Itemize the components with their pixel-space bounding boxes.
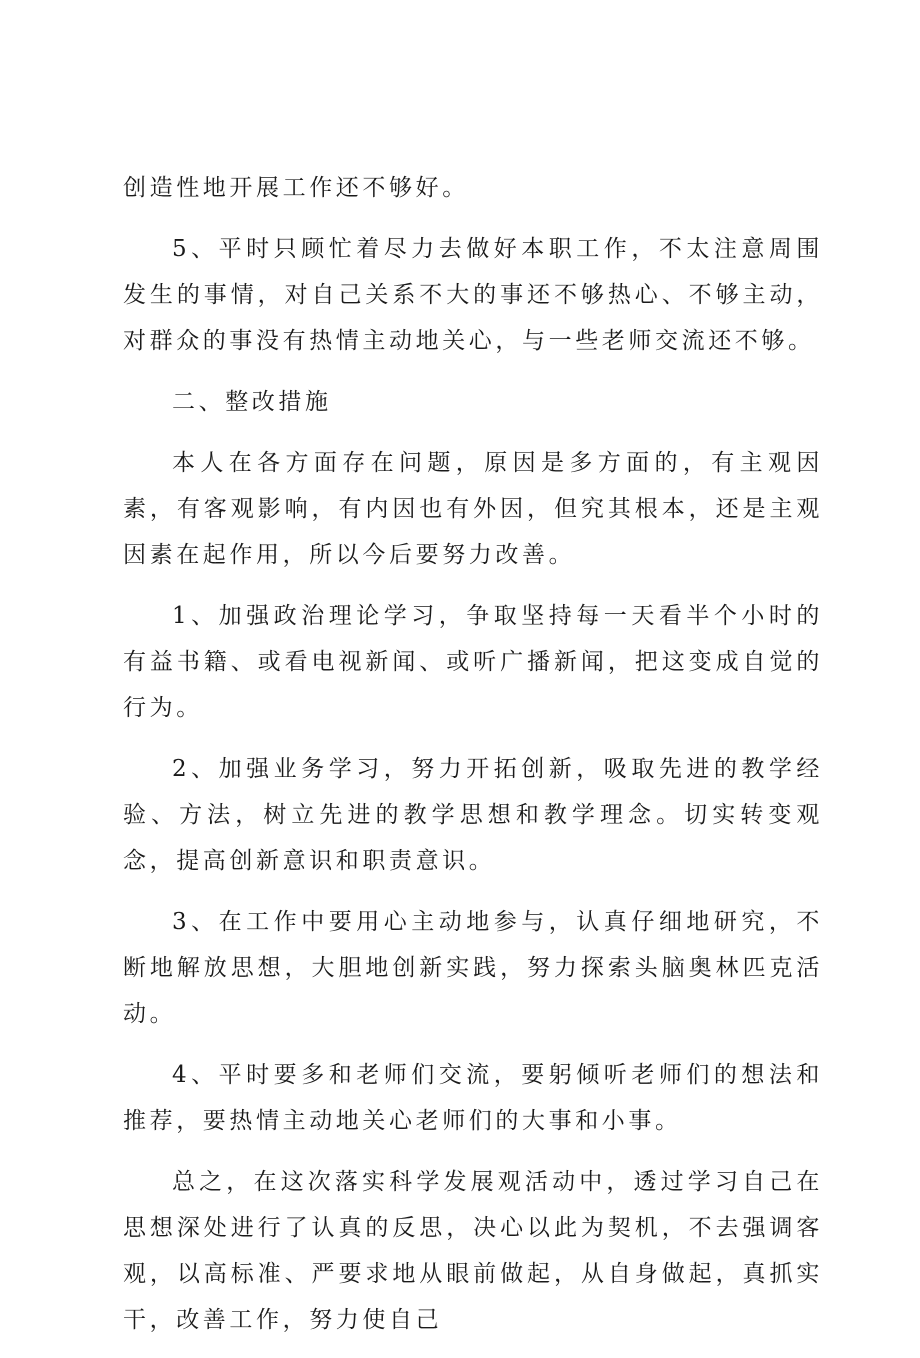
paragraph-measure-1: 1、加强政治理论学习，争取坚持每一天看半个小时的有益书籍、或看电视新闻、或听广播新闻，把这变成自觉的行为。 xyxy=(123,603,823,721)
paragraph-cause-analysis: 本人在各方面存在问题，原因是多方面的，有主观因素，有客观影响，有内因也有外因，但究其根本，还是主观因素在起作用，所以今后要努力改善。 xyxy=(123,450,823,568)
paragraph-measure-2: 2、加强业务学习，努力开拓创新，吸取先进的教学经验、方法，树立先进的教学思想和教学理念。切实转变观念，提高创新意识和职责意识。 xyxy=(123,756,823,874)
document-body xyxy=(123,165,823,1358)
section-heading-rectification: 二、整改措施 xyxy=(172,389,332,415)
paragraph-conclusion: 总之，在这次落实科学发展观活动中，透过学习自己在思想深处进行了认真的反思，决心以此为契机，不去强调客观，以高标准、严要求地从眼前做起，从自身做起，真抓实干，改善工作，努力使自己 xyxy=(123,1169,823,1333)
paragraph-continuation: 创造性地开展工作还不够好。 xyxy=(123,175,469,201)
paragraph-item-5: 5、平时只顾忙着尽力去做好本职工作，不太注意周围发生的事情，对自己关系不大的事还不够热心、不够主动，对群众的事没有热情主动地关心，与一些老师交流还不够。 xyxy=(123,236,823,354)
paragraph-measure-4: 4、平时要多和老师们交流，要躬倾听老师们的想法和推荐，要热情主动地关心老师们的大事和小事。 xyxy=(123,1062,823,1134)
paragraph-measure-3: 3、在工作中要用心主动地参与，认真仔细地研究，不断地解放思想，大胆地创新实践，努力探索头脑奥林匹克活动。 xyxy=(123,909,823,1027)
